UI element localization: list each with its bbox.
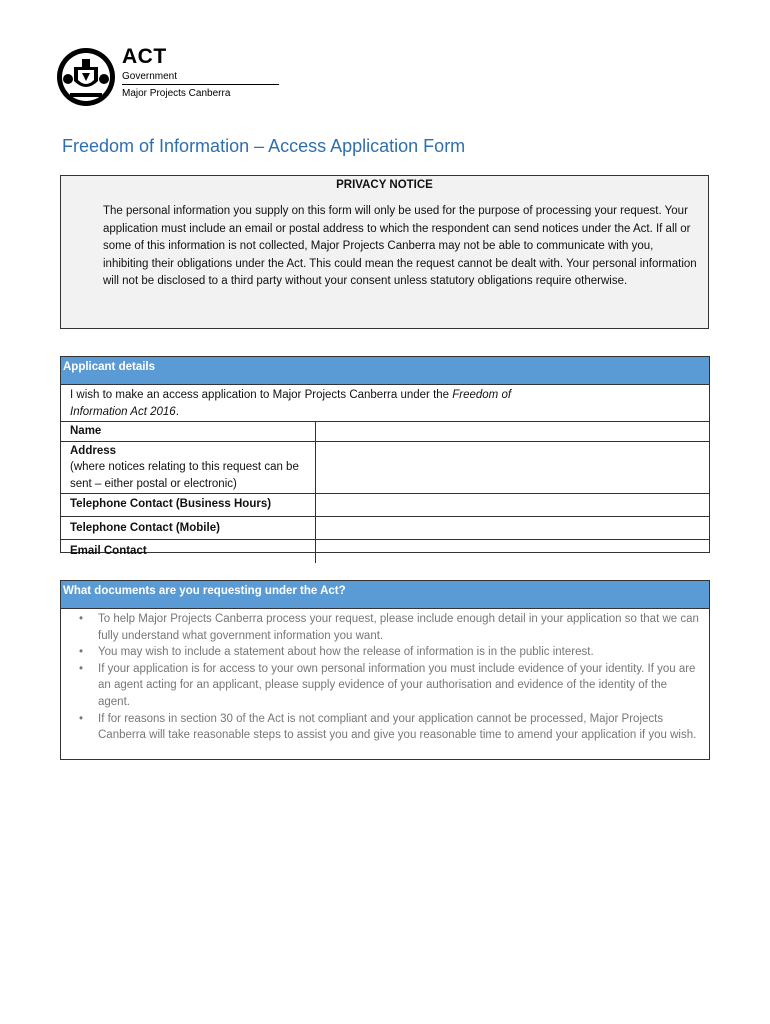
address-note: (where notices relating to this request can be sent – either postal or electronic) [70, 461, 299, 490]
list-item [79, 644, 699, 661]
email-label: Email Contact [61, 540, 316, 563]
list-item-text: You may wish to include a statement about how the release of information is in the public interest. [98, 646, 594, 659]
bullet-icon: • [79, 662, 84, 675]
address-field[interactable] [316, 441, 710, 494]
list-item [79, 661, 699, 711]
address-label: Address [70, 444, 117, 457]
address-label-cell [61, 441, 316, 494]
logo-act-text: ACT [122, 45, 167, 68]
logo-divider [122, 84, 279, 85]
applicant-intro-act-name: Freedom of Information Act 2016 [70, 389, 512, 418]
phone-mobile-field[interactable] [316, 516, 710, 540]
email-field[interactable] [316, 540, 710, 563]
applicant-intro [61, 385, 709, 422]
phone-business-field[interactable] [316, 494, 710, 517]
applicant-intro-text: I wish to make an access application to Major Projects Canberra under the [70, 389, 453, 401]
bullet-icon: • [79, 712, 84, 725]
phone-business-label: Telephone Contact (Business Hours) [61, 494, 316, 517]
documents-guidance-list [79, 611, 699, 744]
list-item [79, 711, 699, 744]
bullet-icon: • [79, 613, 84, 625]
name-field[interactable] [316, 422, 710, 442]
list-item-text: If for reasons in section 30 of the Act is not compliant and your application cannot be processed, Major Projects Canberra will take reasonable steps to assist you and give you reasonable time to amend your application if you wish. [98, 712, 697, 742]
list-item-text: If your application is for access to your own personal information you must include evidence of your identity. If you are an agent acting for an applicant, please supply evidence of your authorisation and evidence of the identity of the agent. [98, 662, 696, 708]
applicant-details-section [60, 356, 710, 557]
page-title: Freedom of Information – Access Application Form [62, 136, 466, 156]
logo-government-text: Government [122, 71, 178, 82]
privacy-notice-body: The personal information you supply on this form will only be used for the purpose of processing your request. Your application must include an email or postal address to which the respondent can send notices under the Act. If all or some of this information is not collected, Major Projects Canberra may not be able to communicate with you, inhibiting their obligations under the Act. This could mean the request cannot be dealt with. Your personal information will not be disclosed to a third party without your consent unless statutory obligations require otherwise. [103, 205, 697, 288]
logo-agency-text: Major Projects Canberra [122, 88, 231, 99]
bullet-icon: • [79, 646, 84, 659]
applicant-details-header: Applicant details [61, 357, 709, 385]
act-government-logo [56, 47, 231, 107]
list-item [79, 611, 699, 644]
name-label: Name [61, 422, 316, 442]
documents-requested-section [60, 580, 710, 760]
applicant-details-table [61, 385, 709, 563]
list-item-text: To help Major Projects Canberra process your request, please include enough detail in your application so that we can fully understand what government information you want. [98, 613, 699, 642]
privacy-notice-box [60, 175, 709, 329]
applicant-intro-end: . [175, 405, 179, 418]
privacy-notice-heading: PRIVACY NOTICE [336, 179, 433, 191]
act-coat-of-arms-icon [56, 47, 116, 107]
phone-mobile-label: Telephone Contact (Mobile) [61, 516, 316, 540]
documents-requested-header: What documents are you requesting under the Act? [61, 581, 709, 609]
